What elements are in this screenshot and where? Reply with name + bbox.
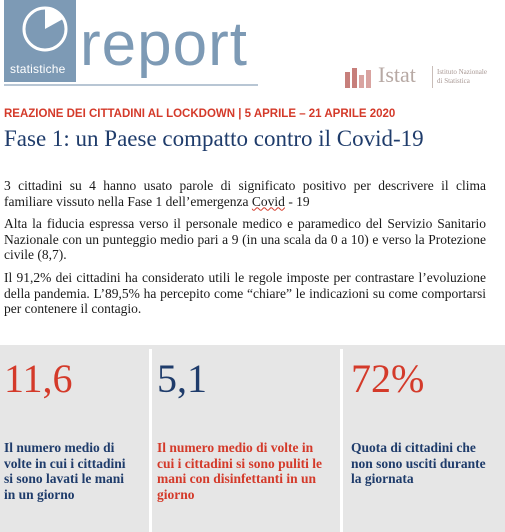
- statistiche-logo-box: [4, 0, 76, 82]
- stat-value: 5,1: [157, 356, 207, 401]
- stat-value: 72%: [351, 356, 425, 401]
- paragraph-3: Il 91,2% dei cittadini ha considerato utili le regole imposte per contrastare l’evoluzione della pandemia. L’89,5% ha percepito come “chiare” le indicazioni su come comportarsi per contenere il contagio.: [4, 269, 486, 317]
- stat-label: Quota di cittadini che non sono usciti durante la giornata: [351, 440, 486, 486]
- logo-small-text: statistiche: [10, 62, 66, 76]
- paragraph-1: [4, 178, 486, 209]
- stat-stayed-home: [347, 345, 505, 532]
- pie-logo-icon: [22, 6, 68, 52]
- istat-subtitle: [437, 68, 505, 86]
- page-title: Fase 1: un Paese compatto contro il Covid-19: [4, 126, 424, 151]
- logo-report-text: report: [80, 10, 248, 79]
- header-rule: [4, 84, 258, 86]
- paragraph-1-misspelled-word: Covid: [251, 193, 285, 209]
- istat-separator: [432, 66, 433, 88]
- paragraph-1-text: 3 cittadini su 4 hanno usato parole di significato positivo per descrivere il clima familiare vissuto nella Fase 1 dell’emergenza: [4, 178, 486, 209]
- istat-sub-line2: di Statistica: [437, 77, 470, 85]
- stat-disinfectant: [153, 345, 338, 532]
- istat-sub-line1: Istituto Nazionale: [437, 68, 487, 76]
- paragraph-2: Alta la fiducia espressa verso il personale medico e paramedico del Servizio Sanitario Nazionale con un punteggio medio pari a 9 (in una scala da 0 a 10) e verso la Protezione civile (8,7).: [4, 216, 486, 263]
- stat-hand-washing: [4, 345, 149, 532]
- body-text: [4, 178, 486, 324]
- stat-label: Il numero medio di volte in cui i cittadini si sono lavati le mani in un giorno: [4, 440, 126, 502]
- stat-value: 11,6: [4, 356, 73, 401]
- stats-panel: [0, 345, 505, 532]
- stat-divider: [149, 349, 152, 532]
- istat-name: Istat: [378, 62, 416, 87]
- paragraph-1-tail: - 19: [284, 193, 310, 209]
- report-subtitle: REAZIONE DEI CITTADINI AL LOCKDOWN | 5 APRILE – 21 APRILE 2020: [4, 108, 396, 120]
- istat-mark-icon: [344, 66, 376, 88]
- stat-divider: [340, 349, 343, 532]
- stat-label: Il numero medio di volte in cui i cittadini si sono puliti le mani con disinfettanti in un giorno: [157, 440, 323, 502]
